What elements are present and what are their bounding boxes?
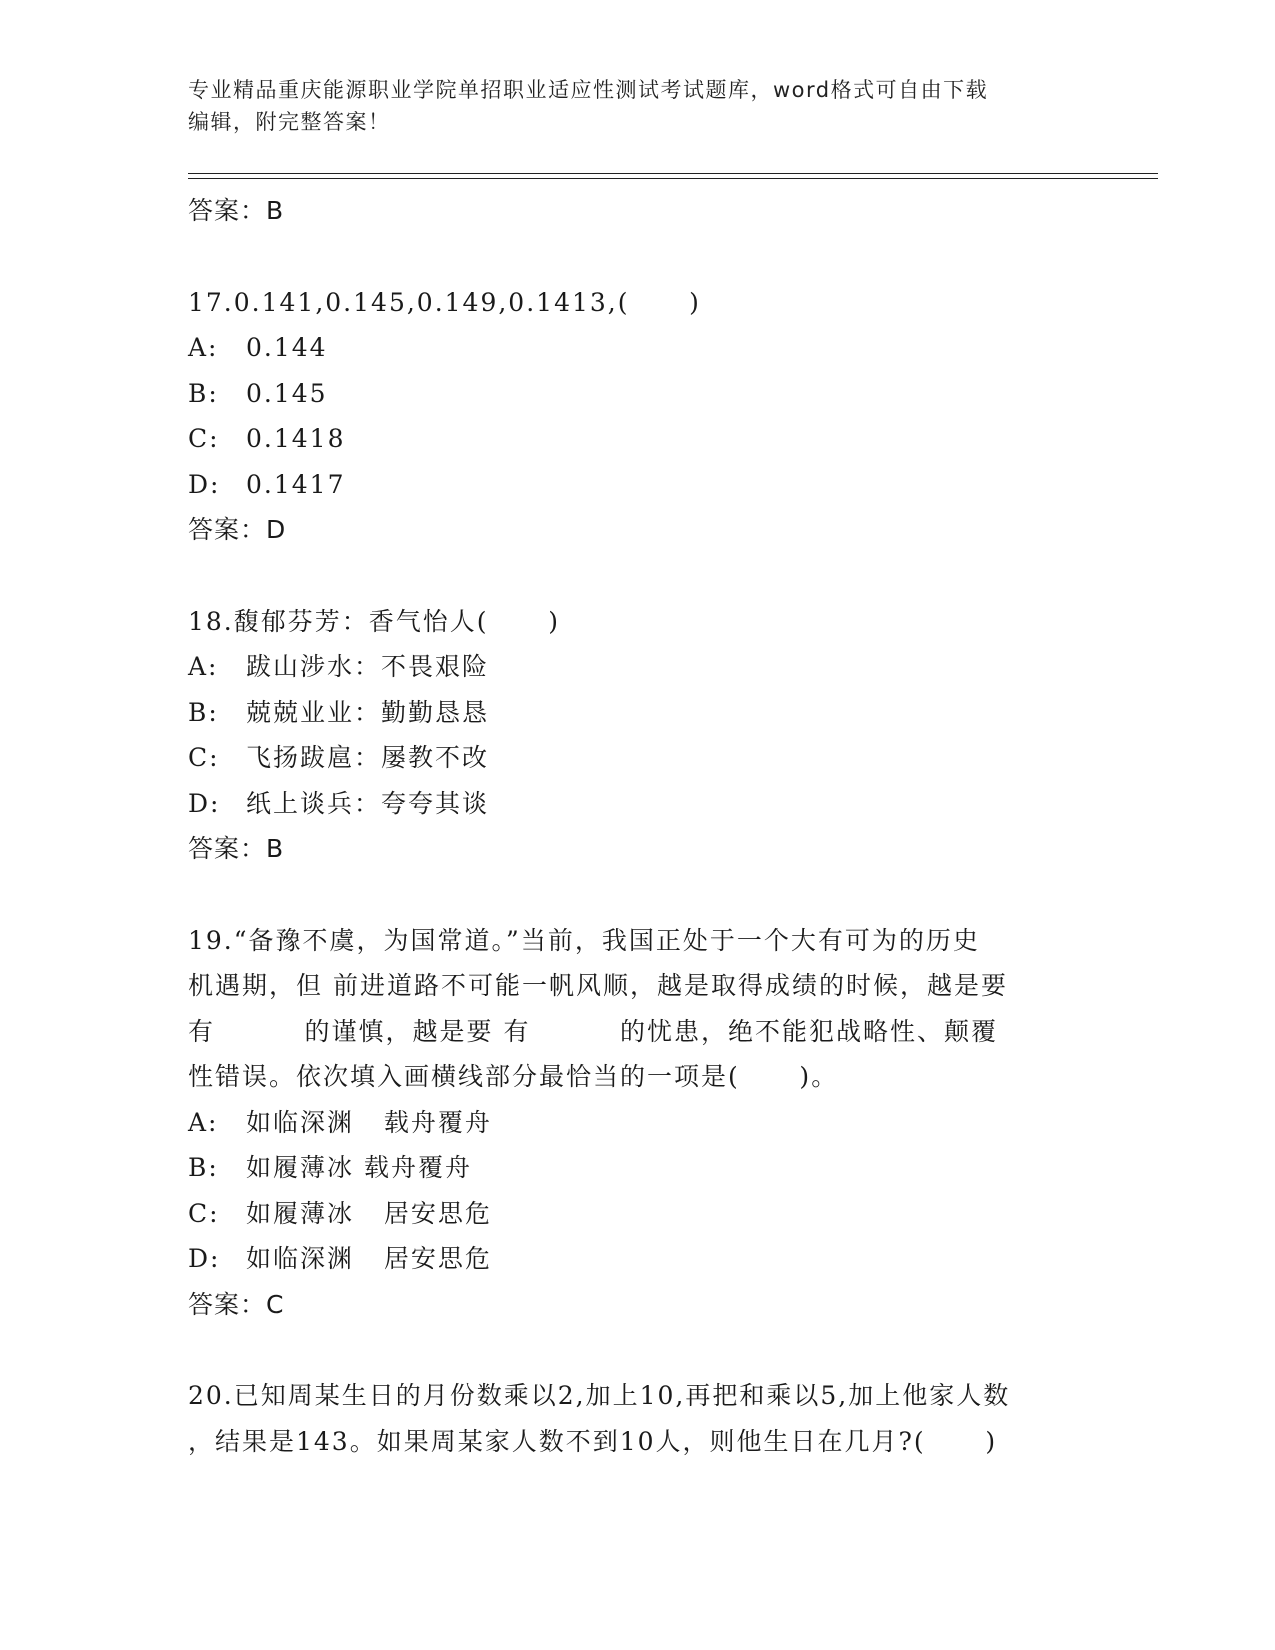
question-block	[188, 1373, 1088, 1464]
question-text: 有 的谨慎，越是要 有 的忧患，绝不能犯战略性、颠覆	[188, 1016, 998, 1046]
document-body	[188, 188, 1088, 1464]
option-letter: D:	[188, 1244, 221, 1273]
option-c	[188, 735, 1088, 781]
option-letter: D:	[188, 469, 221, 499]
option-letter: A:	[188, 333, 219, 362]
question-text: 20.已知周某生日的月份数乘以2,加上10,再把和乘以5,加上他家人数	[188, 1381, 1011, 1410]
option-letter: C:	[188, 1198, 220, 1228]
question-block	[188, 599, 1088, 872]
option-c	[188, 416, 1088, 462]
option-letter: B:	[188, 1153, 219, 1182]
question-text: 18.馥郁芬芳：香气怡人( )	[188, 606, 560, 636]
option-text: 飞扬跋扈：屡教不改	[246, 743, 490, 772]
answer-line: 答案：C	[188, 1289, 285, 1319]
option-text: 0.1417	[246, 469, 346, 499]
header-divider-bottom	[188, 178, 1158, 179]
question-block	[188, 280, 1088, 553]
question-text: 19.“备豫不虞，为国常道。”当前，我国正处于一个大有可为的历史	[188, 925, 980, 955]
option-a	[188, 644, 1088, 690]
option-text: 纸上谈兵：夸夸其谈	[246, 788, 490, 818]
question-text: 性错误。依次填入画横线部分最恰当的一项是( )。	[188, 1062, 839, 1091]
option-letter: C:	[188, 424, 220, 453]
option-text: 如临深渊 载舟覆舟	[246, 1107, 492, 1137]
option-d	[188, 1236, 1088, 1282]
answer-line: 答案：B	[188, 834, 285, 863]
option-b	[188, 690, 1088, 736]
option-letter: A:	[188, 652, 219, 681]
option-letter: B:	[188, 697, 219, 727]
spacer	[188, 1327, 1088, 1373]
spacer	[188, 234, 1088, 280]
option-letter: C:	[188, 743, 220, 772]
option-text: 如履薄冰 载舟覆舟	[246, 1153, 472, 1182]
header-line-1: 专业精品重庆能源职业学院单招职业适应性测试考试题库，word格式可自由下载	[188, 78, 989, 102]
option-a	[188, 325, 1088, 371]
header-line-2: 编辑，附完整答案！	[188, 110, 391, 134]
answer-line: 答案：D	[188, 515, 287, 544]
option-text: 0.144	[246, 333, 328, 362]
spacer	[188, 553, 1088, 599]
option-letter: B:	[188, 378, 219, 408]
option-d	[188, 781, 1088, 827]
option-a	[188, 1100, 1088, 1146]
option-b	[188, 371, 1088, 417]
option-letter: A:	[188, 1107, 219, 1137]
document-header	[188, 74, 1088, 138]
header-divider-top	[188, 173, 1158, 174]
option-d	[188, 462, 1088, 508]
spacer	[188, 872, 1088, 918]
question-text: 17.0.141,0.145,0.149,0.1413,( )	[188, 287, 701, 317]
question-block	[188, 918, 1088, 1328]
option-text: 如履薄冰 居安思危	[246, 1198, 492, 1228]
answer-line: 答案：B	[188, 196, 285, 225]
question-text: ，结果是143。如果周某家人数不到10人，则他生日在几月?( )	[188, 1426, 998, 1456]
option-text: 0.1418	[246, 424, 346, 453]
option-letter: D:	[188, 788, 221, 818]
option-text: 兢兢业业：勤勤恳恳	[246, 697, 490, 727]
option-text: 如临深渊 居安思危	[246, 1244, 492, 1273]
option-b	[188, 1145, 1088, 1191]
option-c	[188, 1191, 1088, 1237]
option-text: 跋山涉水：不畏艰险	[246, 652, 490, 681]
option-text: 0.145	[246, 378, 328, 408]
question-text: 机遇期，但 前进道路不可能一帆风顺，越是取得成绩的时候，越是要	[188, 971, 1008, 1000]
